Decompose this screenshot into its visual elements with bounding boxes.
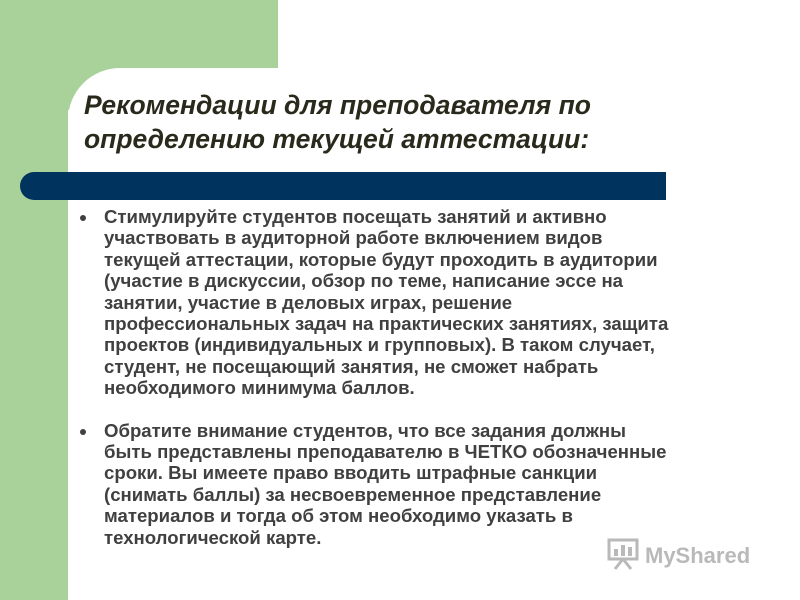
bullet-line: технологической карте. xyxy=(104,526,322,548)
bullet-list xyxy=(80,206,788,548)
bullet-line: материалов и тогда об этом необходимо указать в xyxy=(104,505,573,527)
decor-green-band-left xyxy=(0,0,68,600)
slide-title-line: определению текущей аттестации: xyxy=(84,124,590,154)
bullet-line: занятии, участие в деловых играх, решение xyxy=(104,291,513,313)
bullet-line: студент, не посещающий занятия, не сможет набрать xyxy=(104,355,599,377)
bullet-line: профессиональных задач на практических занятиях, защита xyxy=(104,313,669,335)
slide-title xyxy=(84,88,724,156)
bullet-line: текущей аттестации, которые будут проходить в аудитории xyxy=(104,248,658,270)
bullet-line: сроки. Вы имеете право вводить штрафные санкции xyxy=(104,462,598,484)
bullet-line: (снимать баллы) за несвоевременное представление xyxy=(104,483,602,505)
bullet-line: проектов (индивидуальных и групповых). В таком случает, xyxy=(104,334,655,356)
bullet-item-deadlines xyxy=(80,420,788,548)
bullet-dot-icon xyxy=(80,429,86,435)
bullet-line: участвовать в аудиторной работе включением видов xyxy=(104,227,603,249)
bullet-line: Стимулируйте студентов посещать занятий и активно xyxy=(104,206,607,227)
watermark-text: MyShared xyxy=(645,543,751,568)
title-underline-bar xyxy=(20,172,666,200)
bullet-line: (участие в дискуссии, обзор по теме, написание эссе на xyxy=(104,270,624,292)
bullet-item-attendance xyxy=(80,206,788,399)
bullet-dot-icon xyxy=(80,215,86,221)
bullet-line: необходимого минимума баллов. xyxy=(104,377,415,399)
watermark-logo xyxy=(606,536,750,576)
bullet-line: быть представлены преподавателю в ЧЕТКО обозначенные xyxy=(104,441,667,463)
bullet-line: Обратите внимание студентов, что все задания должны xyxy=(104,419,627,441)
slide-title-line: Рекомендации для преподавателя по xyxy=(84,90,591,120)
presentation-board-icon xyxy=(606,536,645,576)
